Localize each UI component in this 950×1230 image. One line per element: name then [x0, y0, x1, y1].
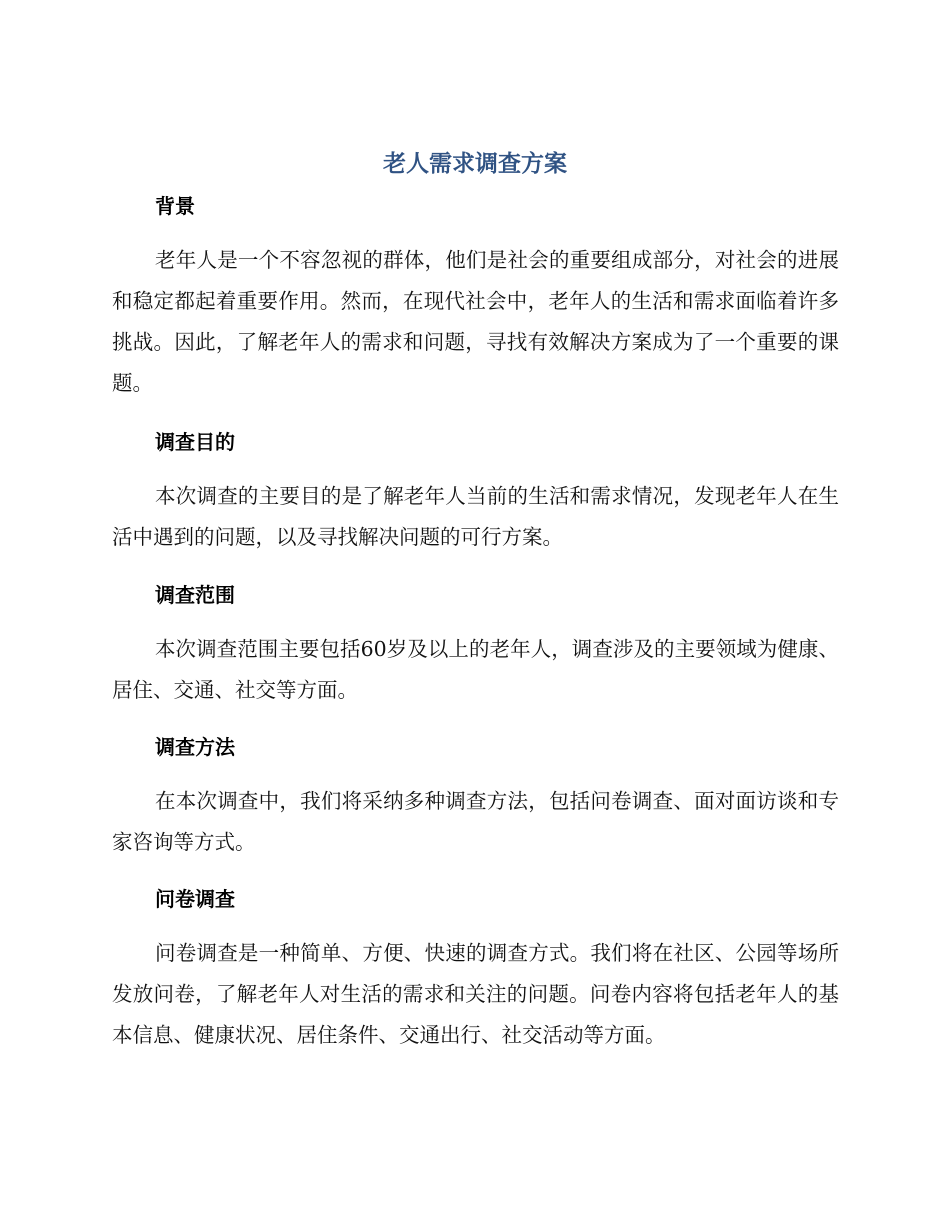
section-heading-questionnaire: 问卷调查: [155, 887, 235, 911]
section-body-background: 老年人是一个不容忽视的群体，他们是社会的重要组成部分，对社会的进展和稳定都起着重要作用。然而，在现代社会中，老年人的生活和需求面临着许多挑战。因此，了解老年人的需求和问题，寻找有效解决方案成为了一个重要的课题。: [112, 248, 839, 395]
section-heading-background: 背景: [155, 194, 195, 218]
section-heading-purpose: 调查目的: [155, 430, 235, 454]
section-body-purpose: 本次调查的主要目的是了解老年人当前的生活和需求情况，发现老年人在生活中遇到的问题，以及寻找解决问题的可行方案。: [112, 484, 839, 549]
section-body-method: 在本次调查中，我们将采纳多种调查方法，包括问卷调查、面对面访谈和专家咨询等方式。: [112, 789, 839, 854]
section-body-questionnaire: 问卷调查是一种简单、方便、快速的调查方式。我们将在社区、公园等场所发放问卷，了解老年人对生活的需求和关注的问题。问卷内容将包括老年人的基本信息、健康状况、居住条件、交通出行、社交活动等方面。: [112, 941, 839, 1047]
document-title: 老人需求调查方案: [383, 151, 567, 177]
section-body-scope: 本次调查范围主要包括60岁及以上的老年人，调查涉及的主要领域为健康、居住、交通、社交等方面。: [112, 637, 839, 702]
section-heading-method: 调查方法: [155, 735, 235, 759]
section-heading-scope: 调查范围: [155, 583, 235, 607]
